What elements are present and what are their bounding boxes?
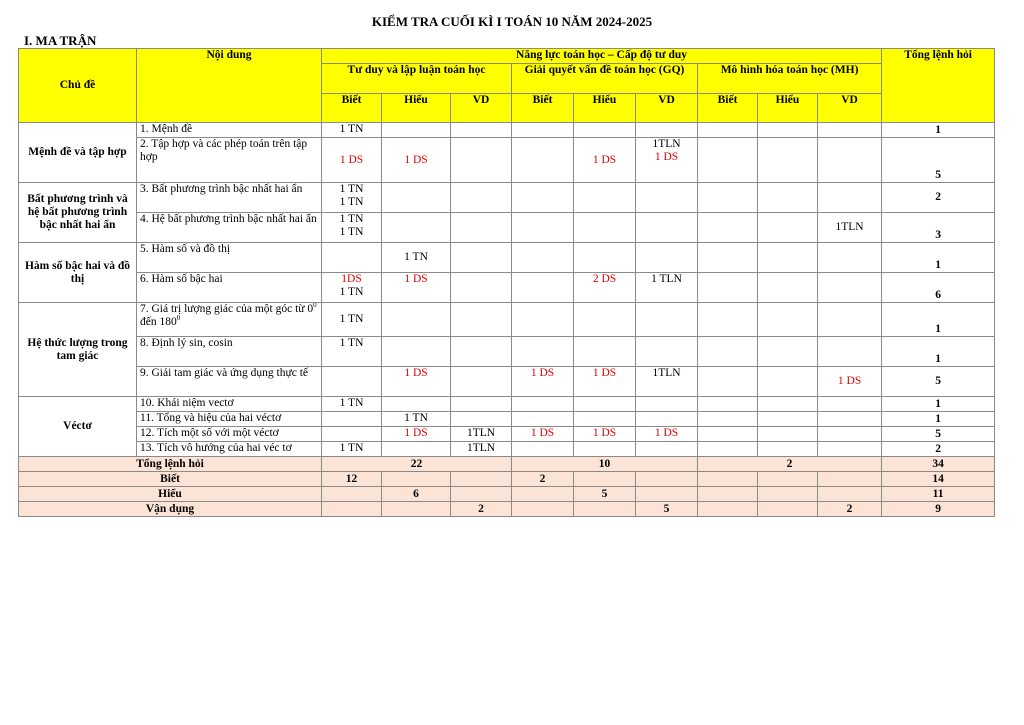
cell [636,123,698,138]
cell [636,138,698,183]
cell [451,243,512,273]
cell [512,303,574,337]
summary-cell [512,487,574,502]
cell [818,303,882,337]
cell: 1 DS [574,367,636,397]
cell-line: 1 TN [339,286,364,298]
summary-cell: 2 [512,472,574,487]
header-vd: VD [451,94,512,123]
degree-from: 0 [307,303,314,315]
total-cell: 6 [882,273,995,303]
cell [382,397,451,412]
cell [451,412,512,427]
table-row [19,273,995,303]
cell [758,397,818,412]
cell-line: 1TLN [652,138,681,150]
cell [818,427,882,442]
total-cell: 3 [882,213,995,243]
summary-cell [698,472,758,487]
cell [758,138,818,183]
cell: 1TLN [451,427,512,442]
degree-sup: 0 [176,314,181,323]
total-cell: 5 [882,427,995,442]
cell [512,213,574,243]
content-cell: 8. Định lý sin, cosin [137,337,322,367]
header-biet: Biết [322,94,382,123]
content-cell: 13. Tích vô hướng của hai véc tơ [137,442,322,457]
total-cell: 1 [882,243,995,273]
summary-row [19,487,995,502]
cell: 1 DS [818,367,882,397]
cell [636,397,698,412]
cell [451,123,512,138]
content-cell: 5. Hàm số và đồ thị [137,243,322,273]
cell [758,442,818,457]
cell [451,273,512,303]
cell [698,412,758,427]
cell [512,397,574,412]
summary-cell [574,472,636,487]
total-cell: 1 [882,337,995,367]
table-row [19,442,995,457]
cell [382,303,451,337]
cell-line: 1 DS [654,151,679,163]
summary-row [19,457,995,472]
cell: 1 TN [382,243,451,273]
topic-cell: Mệnh đề và tập hợp [19,123,137,183]
summary-cell [382,502,451,517]
header-giai-quyet: Giải quyết vấn đề toán học (GQ) [512,64,698,94]
cell [758,183,818,213]
cell [758,273,818,303]
cell: 1 DS [382,273,451,303]
summary-cell [574,502,636,517]
cell [758,213,818,243]
degree-word: đến [140,316,157,328]
cell [451,213,512,243]
cell [382,442,451,457]
cell: 1 DS [574,138,636,183]
cell: 1 TLN [636,273,698,303]
summary-cell [818,487,882,502]
header-tu-duy: Tư duy và lập luận toán học [322,64,512,94]
summary-cell [451,487,512,502]
cell: 2 DS [574,273,636,303]
content-cell: 12. Tích một số với một véctơ [137,427,322,442]
cell: 1 TN [322,397,382,412]
cell [574,183,636,213]
table-row [19,183,995,213]
total-cell: 1 [882,123,995,138]
cell [451,183,512,213]
cell [574,412,636,427]
total-cell: 5 [882,138,995,183]
cell [698,273,758,303]
summary-label: Biết [19,472,322,487]
table-row [19,367,995,397]
cell: 1 DS [382,138,451,183]
cell [574,442,636,457]
cell [322,243,382,273]
cell [698,303,758,337]
cell: 1 DS [574,427,636,442]
summary-cell: 22 [322,457,512,472]
content-cell [137,303,322,337]
cell: 1TLN [818,213,882,243]
summary-cell [758,502,818,517]
cell [818,183,882,213]
summary-label: Hiểu [19,487,322,502]
cell [574,243,636,273]
cell [758,123,818,138]
topic-cell: Hàm số bậc hai và đồ thị [19,243,137,303]
cell [636,303,698,337]
cell [512,138,574,183]
summary-cell: 5 [636,502,698,517]
header-vd: VD [636,94,698,123]
topic-cell: Bất phương trình và hệ bất phương trình bậc nhất hai ẩn [19,183,137,243]
cell [636,183,698,213]
summary-cell: 12 [322,472,382,487]
summary-total: 34 [882,457,995,472]
summary-total: 9 [882,502,995,517]
page-title: KIỂM TRA CUỐI KÌ I TOÁN 10 NĂM 2024-2025 [371,14,653,29]
cell-line: 1DS [341,273,362,285]
summary-cell: 2 [818,502,882,517]
table-row [19,138,995,183]
header-hieu: Hiểu [382,94,451,123]
header-biet: Biết [698,94,758,123]
cell [512,412,574,427]
header-tong: Tổng lệnh hỏi [882,49,995,123]
content-cell: 4. Hệ bất phương trình bậc nhất hai ẩn [137,213,322,243]
cell [758,243,818,273]
cell [322,183,382,213]
cell [636,337,698,367]
table-row [19,412,995,427]
cell [698,243,758,273]
cell [322,412,382,427]
table-row [19,123,995,138]
header-hieu: Hiểu [758,94,818,123]
cell [698,427,758,442]
cell [451,138,512,183]
total-cell: 1 [882,412,995,427]
summary-cell: 2 [451,502,512,517]
summary-cell: 2 [698,457,882,472]
summary-row [19,502,995,517]
degree-to: 180 [159,316,177,328]
cell [818,273,882,303]
content-cell: 9. Giải tam giác và ứng dụng thực tế [137,367,322,397]
cell [322,273,382,303]
cell [322,213,382,243]
summary-cell: 10 [512,457,698,472]
cell [698,138,758,183]
summary-cell [758,487,818,502]
summary-total: 14 [882,472,995,487]
content-cell: 6. Hàm số bậc hai [137,273,322,303]
total-cell: 2 [882,183,995,213]
cell [451,367,512,397]
cell [758,412,818,427]
cell [451,337,512,367]
header-nang-luc: Năng lực toán học – Cấp độ tư duy [322,49,882,64]
summary-cell [512,502,574,517]
summary-cell [698,502,758,517]
cell-line: 1 TN [339,213,364,225]
cell [382,183,451,213]
summary-total: 11 [882,487,995,502]
cell [698,213,758,243]
cell: 1 TN [322,123,382,138]
cell [818,442,882,457]
total-cell: 1 [882,303,995,337]
cell: 1 TN [322,303,382,337]
cell [698,367,758,397]
cell [636,412,698,427]
cell [382,123,451,138]
header-biet: Biết [512,94,574,123]
cell: 1 TN [382,412,451,427]
cell [512,183,574,213]
cell: 1 DS [322,138,382,183]
table-row [19,303,995,337]
total-cell: 2 [882,442,995,457]
summary-label: Tổng lệnh hỏi [19,457,322,472]
cell: 1 TN [322,337,382,367]
cell-line: 1 TN [339,196,364,208]
cell: 1TLN [636,367,698,397]
topic-cell: Véctơ [19,397,137,457]
cell [818,123,882,138]
content-cell: 1. Mệnh đề [137,123,322,138]
cell: 1 DS [382,427,451,442]
table-row [19,397,995,412]
header-vd: VD [818,94,882,123]
cell [512,243,574,273]
cell-line: 1 TN [339,183,364,195]
cell [574,123,636,138]
cell [698,397,758,412]
table-row [19,243,995,273]
cell [818,243,882,273]
total-cell: 5 [882,367,995,397]
summary-label: Vận dụng [19,502,322,517]
summary-cell [818,472,882,487]
cell [322,367,382,397]
summary-cell [636,487,698,502]
cell [818,412,882,427]
cell [698,337,758,367]
cell [758,337,818,367]
content-cell: 3. Bất phương trình bậc nhất hai ẩn [137,183,322,213]
matrix-table [18,48,995,517]
cell [758,303,818,337]
summary-cell [322,487,382,502]
topic-cell: Hệ thức lượng trong tam giác [19,303,137,397]
header-chu-de: Chủ đề [19,49,137,123]
cell [512,442,574,457]
summary-cell [322,502,382,517]
summary-row [19,472,995,487]
summary-cell: 5 [574,487,636,502]
cell [818,337,882,367]
cell [698,123,758,138]
cell: 1 TN [322,442,382,457]
header-noi-dung: Nội dung [137,49,322,123]
cell [382,337,451,367]
cell [574,213,636,243]
cell [758,427,818,442]
cell [382,213,451,243]
table-row [19,337,995,367]
cell [636,442,698,457]
cell [636,243,698,273]
cell: 1 DS [636,427,698,442]
section-heading: I. MA TRẬN [24,33,97,48]
cell [818,138,882,183]
table-row [19,213,995,243]
content-cell: 10. Khái niệm vectơ [137,397,322,412]
table-row [19,427,995,442]
cell-line: 1 TN [339,226,364,238]
summary-cell [698,487,758,502]
cell: 1 DS [512,427,574,442]
cell [698,442,758,457]
cell [512,273,574,303]
cell: 1TLN [451,442,512,457]
cell: 1 DS [512,367,574,397]
cell [698,183,758,213]
degree-sup: 0 [313,302,317,310]
content-cell: 11. Tổng và hiệu của hai véctơ [137,412,322,427]
cell [574,397,636,412]
summary-cell [636,472,698,487]
cell [574,303,636,337]
summary-cell: 6 [382,487,451,502]
cell: 1 DS [382,367,451,397]
content-cell: 2. Tập hợp và các phép toán trên tập hợp [137,138,322,183]
summary-cell [382,472,451,487]
summary-cell [451,472,512,487]
cell [636,213,698,243]
cell [451,303,512,337]
cell [818,397,882,412]
cell [322,427,382,442]
header-hieu: Hiểu [574,94,636,123]
content-text: 7. Giá trị lượng giác của một góc từ [140,303,305,315]
cell [512,337,574,367]
cell [512,123,574,138]
header-mo-hinh: Mô hình hóa toán học (MH) [698,64,882,94]
cell [758,367,818,397]
summary-cell [758,472,818,487]
cell [574,337,636,367]
cell [451,397,512,412]
total-cell: 1 [882,397,995,412]
